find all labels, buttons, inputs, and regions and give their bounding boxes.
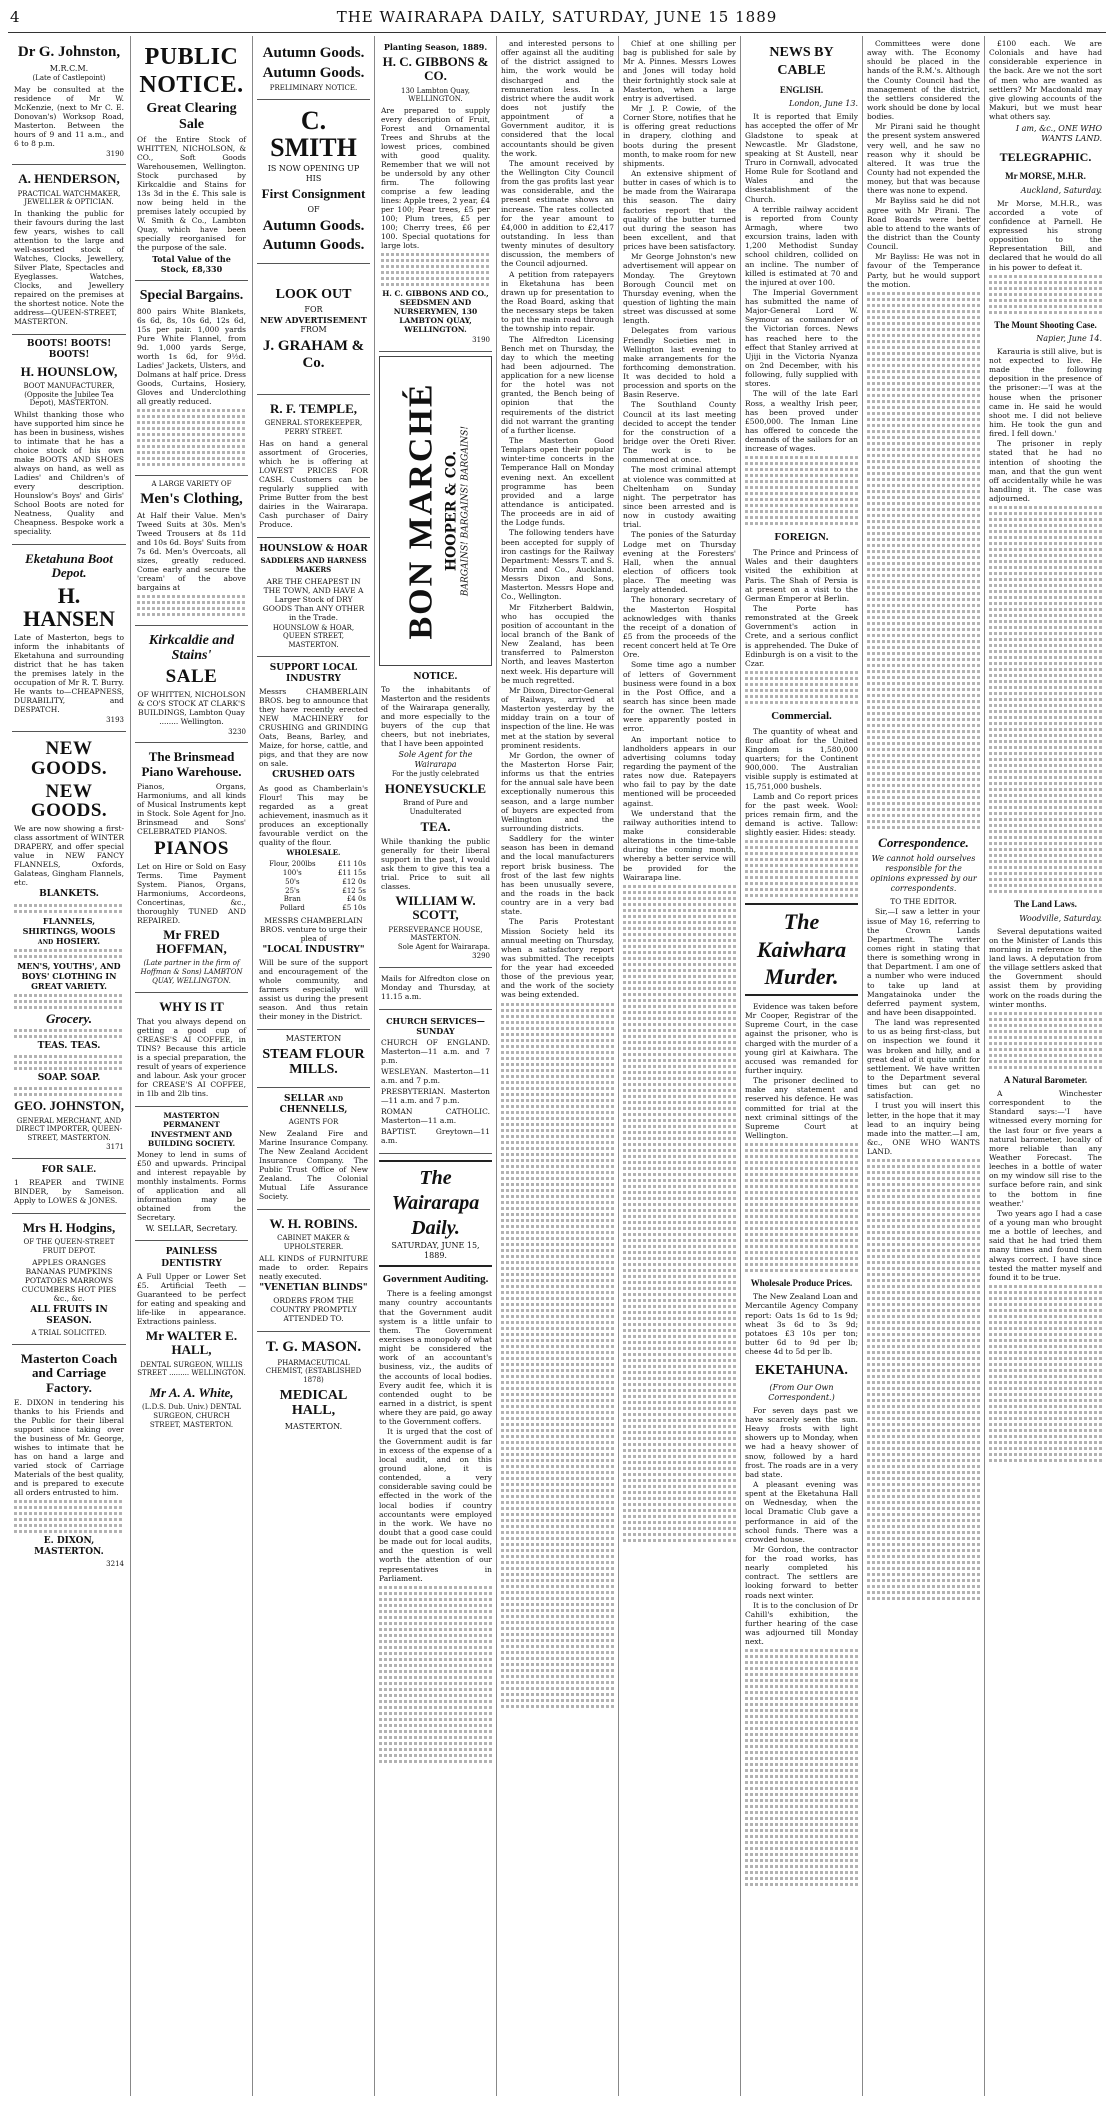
ad-piano-title: The Brinsmead Piano Warehouse. <box>141 749 242 779</box>
ad-goods-blankets: BLANKETS. <box>39 889 99 900</box>
ad-johnston-creds: M.R.C.M. <box>49 63 89 73</box>
ad-hansen-headline: Eketahuna Boot Depot. <box>25 551 113 581</box>
land-laws-heading: The Land Laws. <box>1014 899 1077 910</box>
dateline: London, June 13. <box>789 99 858 109</box>
ad-bonmarche-sub: HOOPER & CO. <box>442 450 459 571</box>
news-paragraph: The Imperial Government has submitted the name of Major-General Lord W. Seymour as commander of the Victorian forces. News has reached here to the effect that Stanley arrived at Ujiji in the Victoria Nyanza on 2nd December, with his following, fully supplied with stores. <box>745 287 858 389</box>
text-filler <box>14 1500 124 1533</box>
ad-local-industry <box>257 657 370 1030</box>
ad-mens-clothing <box>135 476 248 626</box>
ad-coach-num: 3214 <box>106 1560 124 1569</box>
column-6 <box>618 36 740 2096</box>
masthead-rule <box>8 32 1106 33</box>
ad-robins <box>257 1210 370 1332</box>
price-row: Pollard £5 10s <box>279 904 366 913</box>
news-paragraph: The following tenders have been accepted for supply of iron castings for the Railway Department: Messrs T. and S. Morrin and Co., Auckland. Messrs Dixon and Sons, Masterton. Messrs Hope and Co., Wellington. <box>501 528 614 602</box>
ad-tea-h2: Sole Agent for the Wairarapa <box>398 750 473 770</box>
ad-sellar-text: New Zealand Fire and Marine Insurance Company. The New Zealand Accident Insurance Company. The Public Trust Office of New Zealand. The Colonial Mutual Life Assurance Society. <box>259 1129 368 1202</box>
ad-kirkcaldie-title: Kirkcaldie and Stains' <box>148 632 235 664</box>
ad-temple-text: Has on hand a general assortment of Groceries, which he is offering at LOWEST PRICES FOR CASH. Customers can be regularly supplied with Prime Butter from the best dairies in the Wairarapa. Cash purchaser of Dairy Produce. <box>259 438 368 529</box>
news-paragraph: Committees were done away with. The Economy should be placed in the hands of the R.M.'s. Although the County Council had the management of the district, the settlers considered the work should be done by local bodies. <box>867 39 980 122</box>
ad-public-text: Of the Entire Stock of WHITTEN, NICHOLSON, & CO., Soft Goods Warehousemen, Wellington. Stock purchased by Kirkcaldie and Stains for 13s 3d in the £. This sale is now being held in the premises lately occupied by W. Smith & Co., Lambton Quay, which have been specially reorganised for the purpose of the sale. <box>137 135 246 253</box>
ad-lookout-for: FOR <box>304 305 323 315</box>
news-paragraph: Two years ago I had a case of a young man who brought me a bottle of leeches, and said that he had tried them many times and found them always correct. I have since tested the matter myself and found it to be true. <box>989 1208 1102 1282</box>
list-item: BAPTIST. Greytown—11 a.m. <box>381 1126 490 1145</box>
news-paragraph: £100 each. We are Colonials and have had considerable experience in the back. Are we not the sort of men who are wanted as settlers? Mr Macdonald may give glowing accounts of the Makuri, but we must hear what others say. <box>989 39 1102 122</box>
article-paragraph: There is a feeling amongst many country accountants that the Government audit system is a little unfair to them. The Government exercises a monopoly of what might be considered the work of an accountant's business, viz., the audits of the accounts of local bodies. Every audit fee, which it is contended ought to be earned in a district, is spent where they are paid, go away to the Government coffers. <box>379 1289 492 1427</box>
ad-clothing-pre: A LARGE VARIETY OF <box>151 479 232 488</box>
ad-coach-text: E. DIXON in tendering his thanks to his Friends and the Public for their liberal support since taking over the business of Mr. George, wishes to intimate that he has on hand a large and varied stock of Carriage Materials of the best quality, and is prepared to execute all orders entrusted to him. <box>14 1397 124 1497</box>
column-4 <box>374 36 496 2096</box>
ad-hoar-h2: SADDLERS AND HARNESS MAKERS <box>260 556 367 574</box>
news-paragraph: A petition from ratepayers in Eketahuna has been drawn up for presentation to the Road Board, asking that the necessary steps be taken to put the main road through the township into repair. <box>501 269 614 334</box>
list-item: PRESBYTERIAN. Masterton—11 a.m. and 7 p.m. <box>381 1086 490 1105</box>
ad-kirkcaldie-sale: SALE <box>165 665 218 687</box>
ad-tea <box>379 666 492 968</box>
news-paragraph: I trust you will insert this letter, in the hope that it may lead to an inquiry being made into the matter.—I am, &c., ONE WHO WANTS LAND. <box>867 1101 980 1157</box>
ad-piano-name: Mr FRED HOFFMAN, <box>156 926 227 957</box>
ad-public-h3: Great Clearing Sale <box>146 101 237 132</box>
text-filler <box>989 1285 1102 1462</box>
news-paragraph: For seven days past we have scarcely seen the sun. Heavy frosts with light showers up to Monday, when we had a heavy shower of snow, followed by a hard frost. The roads are in a very bad state. <box>745 1405 858 1479</box>
ad-sellar-sub: AGENTS FOR <box>288 1118 339 1127</box>
murder-banner: The Kaiwhara Murder. <box>745 903 858 996</box>
text-filler <box>137 595 246 616</box>
ad-gibbons <box>379 38 492 352</box>
ad-goods-flannels: FLANNELS, SHIRTINGS, WOOLS and HOSIERY. <box>22 915 116 946</box>
text-filler <box>14 949 124 958</box>
ad-johnston-name: Dr G. Johnston, <box>17 44 121 60</box>
text-filler <box>745 1143 858 1272</box>
ad-dentist-text: A Full Upper or Lower Set £5. Artificial Teeth — Guaranteed to be perfect for eating and speaking and life-like in appearance. Extractions painless. <box>137 1271 246 1326</box>
ad-bonmarche-line: BARGAINS! BARGAINS! BARGAINS! <box>459 425 470 596</box>
ad-gibbons-name: H. C. GIBBONS & CO. <box>382 54 489 84</box>
text-filler <box>14 1055 124 1070</box>
ad-dentist-title: PAINLESS DENTISTRY <box>161 1247 222 1269</box>
ad-hounslow-name: H. HOUNSLOW, <box>20 363 118 379</box>
ad-smith-h2: First Consignment <box>261 186 366 202</box>
ad-public-h2: NOTICE. <box>139 72 244 99</box>
ad-gibbons-text: Are prepared to supply every description of Fruit, Forest and Ornamental Trees and Shrubs at the lowest prices, combined with good quality. Remember that we will not be undersold by any other firm. The following comprise a few leading lines: Apple trees, 2 year, £4 per 100; Pear trees, £5 per 100; Plum trees, £5 per 100; Cherry trees, £6 per 100. Special quotations for large lots. <box>381 106 490 251</box>
news-paragraph: The Alfredton Licensing Bench met on Thursday, the day to which the meeting had been adjourned. The application for a new license for the hotel was not granted, the Bench being of opinion that the requirements of the district did not warrant the granting of a further license. <box>501 334 614 435</box>
dateline: Woodville, Saturday. <box>1019 913 1102 923</box>
ad-local-foot: MESSRS CHAMBERLAIN BROS. venture to urge their plea of <box>260 915 367 943</box>
ad-hansen-name: H. HANSEN <box>23 582 115 631</box>
ad-goods-johnston: GEO. JOHNSTON, <box>14 1098 124 1114</box>
ad-coffee-text: That you always depend on getting a good cup of CREASE'S AI COFFEE, in TINS? Because this article is a special preparation, the result of years of experience and labour. Ask your grocer for CREASE'S AI COFFEE, in 1lb and 2lb tins. <box>137 1016 246 1098</box>
ad-hodgins-trial: A TRIAL SOLICITED. <box>31 1329 107 1338</box>
ad-local-text3: Will be sure of the support and encouragement of the whole community, and farmers especially will assist us during the present season. And thus retain their money in the District. <box>259 958 368 1022</box>
ad-goods-h2: NEW GOODS. <box>30 780 108 822</box>
text-filler <box>14 904 124 913</box>
price-row: Bran £4 0s <box>283 895 366 904</box>
ad-goods-h1: NEW GOODS. <box>30 737 108 779</box>
price-row: Flour, 200lbs £11 10s <box>269 860 366 869</box>
news-paragraph: A terrible railway accident is reported from County Armagh, where two excursion trains, laden with 1,200 Methodist Sunday school children, collided on an incline. The number of killed is estimated at 70 and the injured at over 100. <box>745 204 858 287</box>
ad-gibbons-sub: 130 Lambton Quay, WELLINGTON. <box>401 86 470 104</box>
ad-temple-name: R. F. TEMPLE, <box>269 401 358 417</box>
ad-hodgins-sub: OF THE QUEEN-STREET FRUIT DEPOT. <box>23 1238 115 1256</box>
ad-mason-foot: MASTERTON. <box>284 1421 343 1431</box>
text-filler <box>623 885 736 1542</box>
ad-piano-pianos: PIANOS <box>154 837 229 859</box>
ad-robins-text2: ORDERS FROM THE COUNTRY PROMPTLY ATTENDED TO. <box>270 1296 357 1324</box>
ad-special-bargains <box>135 281 248 475</box>
ad-society-title: MASTERTON PERMANENT INVESTMENT AND BUILDING SOCIETY. <box>147 1110 236 1149</box>
ad-public-notice <box>135 38 248 281</box>
news-paragraph: The ponies of the Saturday Lodge met on Thursday evening at the Foresters' Hall, when the annual election of officers took place. The meeting was largely attended. <box>623 530 736 595</box>
ad-look-out <box>257 264 370 395</box>
column-9 <box>984 36 1106 2096</box>
ad-smith-name: C. SMITH <box>270 105 357 163</box>
news-paragraph: Mr Gordon, the contractor for the road works, has nearly completed his contract. The settlers are looking forward to better roads next winter. <box>745 1544 858 1600</box>
ad-smith-text: IS NOW OPENING UP HIS <box>267 164 360 184</box>
ad-robins-sub: CABINET MAKER & UPHOLSTERER. <box>277 1234 350 1252</box>
commercial-heading: Commercial. <box>771 710 832 723</box>
ad-tea-notice: NOTICE. <box>413 671 458 682</box>
ad-smith-h4: Autumn Goods. <box>262 217 365 234</box>
correspondence-sub: We cannot hold ourselves responsible for the opinions expressed by our correspondents. <box>870 854 977 894</box>
ad-dentist-name: Mr WALTER E. HALL, <box>145 1327 238 1358</box>
news-paragraph: The New Zealand Loan and Mercantile Agency Company report: Oats 1s 6d to 1s 9d; wheat 3s 6d to 3s 9d; potatoes £3 10s per ton; butter 6d to 9d per lb; cheese 4d to 5d per lb. <box>745 1292 858 1357</box>
news-paragraph: A pleasant evening was spent at the Eketahuna Hall on Wednesday, when the local Dramatic Club gave a performance in aid of the school funds. There was a crowded house. <box>745 1479 858 1544</box>
news-paragraph: and interested persons to offer against all the auditing of the district assigned to him, the work would be discharged and the remuneration less. In a district where the audit work does not justify the appointment of a Government auditor, it is considered that the local accountants should be given the work. <box>501 39 614 158</box>
ad-kirkcaldie-num: 3230 <box>228 727 246 736</box>
ad-hoar-foot: HOUNSLOW & HOAR, QUEEN STREET, MASTERTON. <box>272 623 355 650</box>
text-filler <box>745 671 858 704</box>
ad-goods-johnston-sub: GENERAL MERCHANT, AND DIRECT IMPORTER, QUEEN-STREET, MASTERTON. <box>15 1116 123 1143</box>
article-government-auditing <box>379 1273 492 1763</box>
news-paragraph: Evidence was taken before Mr Cooper, Registrar of the Supreme Court, in the case against the prisoner, who is charged with the murder of a young girl at Kaiwhara. The accused was remanded for further inquiry. <box>745 1001 858 1075</box>
ad-bonmarche-title: BON MARCHÉ <box>401 382 439 640</box>
foreign-heading: FOREIGN. <box>774 531 829 544</box>
ad-gibbons-sig: H. C. GIBBONS AND CO., SEEDSMEN AND NURSERYMEN, 130 LAMBTON QUAY, WELLINGTON. <box>382 289 489 335</box>
ad-mason-h2: MEDICAL HALL, <box>279 1387 348 1419</box>
ad-hodgins-items: APPLES ORANGES BANANAS PUMPKINS POTATOES MARROWS CUCUMBERS HOT PIES &c., &c. <box>21 1257 117 1303</box>
ad-coach <box>12 1345 126 1575</box>
masthead <box>0 0 1114 32</box>
news-paragraph: Sir,—I saw a letter in your issue of May 16, referring to the Crown Lands Department. The writer comes right in stating that there is something wrong in that Department. I am one of a number who were induced to take up land at Mangatainoka under the deferred payment system, and have been disappointed. <box>867 907 980 1017</box>
ad-hounslow-sub: BOOT MANUFACTURER, (Opposite the Jubilee Tea Depot), MASTERTON. <box>23 381 115 408</box>
ad-mill <box>257 1030 370 1088</box>
ad-hoar <box>257 538 370 657</box>
news-paragraph: An extensive shipment of butter in cases of which is to be made from the Wairarapa this season. The dairy factories report that the quality of the butter turned out during the season has been excellent, and that prices have been satisfactory. <box>623 168 736 252</box>
news-paragraph: Mr George Johnston's new advertisement will appear on Monday. The Greytown Borough Council met on Thursday evening, when the question of lighting the main street was discussed at some length. <box>623 252 736 326</box>
ad-bargains-text: 800 pairs White Blankets, 6s 6d, 8s, 10s 6d, 12s 6d, 15s per pair. 1,000 yards Pure White Flannel, from 9d. 1,000 yards Serge, worth 1s 6d, for 9½d. Ladies' Jackets, Ulsters, and Dolmans at half price. Dress Goods, Curtains, Hosiery, Gloves and Underclothing all greatly reduced. <box>137 306 246 406</box>
ad-church-title: CHURCH SERVICES—SUNDAY <box>386 1015 485 1036</box>
ad-hoar-title: HOUNSLOW & HOAR <box>259 543 368 554</box>
column-5 <box>496 36 618 2096</box>
news-paragraph: We understand that the railway authorities intend to make considerable alterations in the time-table during the coming month, whereby a better service will be provided for the Wairarapa line. <box>623 808 736 882</box>
telegraphic-heading: TELEGRAPHIC. <box>999 150 1092 165</box>
text-filler <box>867 292 980 829</box>
ad-mails <box>379 968 492 1010</box>
ad-autumn-1 <box>257 38 370 100</box>
ad-public-h1: PUBLIC <box>144 44 239 70</box>
news-paragraph: Some time ago a number of letters of Government business were found in a box in the Post Office, and a search has since been made for the owner. The letters were apparently posted in error. <box>623 660 736 734</box>
price-row: 25's £12 5s <box>285 886 366 895</box>
paper-title: The Wairarapa Daily. <box>391 1166 480 1239</box>
ad-hansen <box>12 545 126 732</box>
ad-hodgins-foot: ALL FRUITS IN SEASON. <box>30 1304 108 1327</box>
list-item: CHURCH OF ENGLAND. Masterton—11 a.m. and 7 p.m. <box>381 1037 490 1065</box>
list-item: ROMAN CATHOLIC. Masterton—11 a.m. <box>381 1106 490 1125</box>
ad-goods-teas: TEAS. TEAS. <box>37 1040 101 1051</box>
ad-hansen-text: Late of Masterton, begs to inform the inhabitants of Eketahuna and surrounding district that he has taken the premises lately in the occupation of Mr R. T. Burry. He wants to—CHEAPNESS, DURABILITY, and DESPATCH. <box>14 632 124 714</box>
article-heading: Government Auditing. <box>382 1272 489 1285</box>
ad-piano-sub: (Late partner in the firm of Hoffman & Sons) LAMBTON QUAY, WELLINGTON. <box>140 959 243 985</box>
ad-goods-grocery: Grocery. <box>45 1010 93 1026</box>
ad-local-text2: As good as Chamberlain's Flour! This may be regarded as a great achievement, inasmuch as it produces an exceptionally favourable verdict on the quality of the flour. <box>259 783 368 847</box>
dateline: Napier, June 14. <box>1036 333 1102 343</box>
ad-tea-text: To the inhabitants of Masterton and the residents of the Wairarapa generally, and more especially to the buyers of the cup that cheers, but not inebriates, that I have been appointed <box>381 685 490 749</box>
ad-henderson-text: In thanking the public for their favours during the last few years, wishes to call attention to the large and well-assorted stock of Watches, Clocks, Jewellery, Silver Plate, Spectacles and Eyeglasses. Watches, Clocks, and Jewellery repaired on the premises at the shortest notice. Note the address—QUEEN-STREET, MASTERTON. <box>14 209 124 327</box>
barometer-heading: A Natural Barometer. <box>1003 1074 1088 1085</box>
news-paragraph: Several deputations waited on the Minister of Lands this morning in reference to the land laws. A deputation from the village settlers asked that the Government should assist them by providing work on the roads during the winter months. <box>989 926 1102 1009</box>
ad-sellar <box>257 1088 370 1210</box>
text-filler <box>14 1087 124 1096</box>
news-paragraph: The honorary secretary of the Masterton Hospital acknowledges with thanks the receipt of a donation of £5 from the proceeds of the recent concert held at Te Ore Ore. <box>623 595 736 660</box>
ad-coffee-title: WHY IS IT <box>159 998 224 1014</box>
eketahuna-sub: (From Our Own Correspondent.) <box>768 1382 835 1402</box>
cable-english-heading: ENGLISH. <box>779 85 824 95</box>
ad-tea-sig: WILLIAM W. SCOTT, <box>395 892 476 923</box>
ad-hounslow <box>12 335 126 545</box>
ad-local-h3: "LOCAL INDUSTRY" <box>262 944 365 955</box>
ad-temple-sub: GENERAL STOREKEEPER, PERRY STREET. <box>264 419 363 437</box>
article-paragraph: It is urged that the cost of the Government audit is far in excess of the expense of a local audit, and on this ground alone, it is contended, a very considerable saving could be effected in the work of the local bodies if country accountants were employed in the work. We have no doubt that a good case could be made out for local audits, and the question is well worth the attention of our representatives in Parliament. <box>379 1427 492 1583</box>
text-filler <box>745 1649 858 1886</box>
text-filler <box>989 506 1102 893</box>
ad-clothing-text: At Half their Value. Men's Tweed Suits at 30s. Men's Tweed Trousers at 8s 11d and 10s 6d. Boys' Suits from 7s 6d. Men's Overcoats, all sizes, greatly reduced. Come early and secure the 'cream' of the above bargains at <box>137 510 246 592</box>
news-paragraph: Mr Gordon, the owner of the Masterton Horse Fair, informs us that the entries for the annual sale have been exceptionally numerous this season, and a large number of buyers are expected from Wellington and the surrounding districts. <box>501 750 614 833</box>
eketahuna-heading: EKETAHUNA. <box>755 1363 848 1379</box>
ad-autumn1-text: PRELIMINARY NOTICE. <box>269 84 358 92</box>
news-paragraph: The Porte has remonstrated at the Greek Government's action in Crete, and a serious conflict is apprehended. The Duke of Edinburgh is on a visit to the Czar. <box>745 604 858 668</box>
ad-henderson <box>12 165 126 335</box>
ad-hounslow-headline: BOOTS! BOOTS! BOOTS! <box>26 339 112 361</box>
correspondence-heading: Correspondence. <box>878 834 969 850</box>
ad-tea-foot: Sole Agent for Wairarapa. 3290 <box>397 943 490 960</box>
column-1 <box>8 36 130 2096</box>
news-paragraph: The Southland County Council at its last meeting decided to accept the tender for the construction of a bridge over the Oreti River. The work is to be commenced at once. <box>623 400 736 465</box>
ad-coach-title: Masterton Coach and Carriage Factory. <box>20 1351 118 1395</box>
ad-tea-text2: For the justly celebrated <box>391 770 480 779</box>
ad-tea-h3: HONEYSUCKLE <box>384 780 487 796</box>
ad-goods-soap: SOAP. SOAP. <box>37 1073 101 1084</box>
ad-piano <box>135 743 248 992</box>
ad-coach-sig: E. DIXON, MASTERTON. <box>34 1535 104 1558</box>
ad-bargains-title: Special Bargains. <box>139 288 244 304</box>
ad-mason-name: T. G. MASON. <box>265 1339 362 1356</box>
text-filler <box>989 275 1102 314</box>
ad-hansen-num: 3193 <box>106 715 124 724</box>
ad-goods-num: 3171 <box>106 1142 124 1151</box>
ad-church <box>379 1010 492 1154</box>
ad-dentist-sub2: (L.D.S. Dub. Univ.) DENTAL SURGEON, CHURCH STREET, MASTERTON. <box>141 1403 242 1429</box>
ad-new-goods <box>12 732 126 1159</box>
price-row: 100's £11 15s <box>282 869 366 878</box>
ad-local-text: Messrs CHAMBERLAIN BROS. beg to announce that they have recently erected NEW MACHINERY for CRUSHING and GRINDING Oats, Beans, Barley, and Maize, for horse, cattle, and pigs, and that they are now on sale. <box>259 687 368 769</box>
ad-piano-text2: Let on Hire or Sold on Easy Terms. Time Payment System. Pianos, Organs, Harmoniums, Accordeons, Concertinas, &c., thoroughly TUNED AND REPAIRED. <box>137 861 246 925</box>
telegraphic-sub: Mr MORSE, M.H.R. <box>1005 171 1086 182</box>
price-row: 50's £12 0s <box>285 877 366 886</box>
ad-robins-h2: "VENETIAN BLINDS" <box>259 1282 368 1293</box>
to-the-editor: TO THE EDITOR. <box>890 897 957 907</box>
ad-smith-of: OF <box>307 204 320 214</box>
text-filler <box>14 994 124 1009</box>
cable-news-heading: NEWS BY CABLE <box>769 45 834 78</box>
news-paragraph: The will of the late Earl Ross, a wealthy Irish peer, has been proved under £500,000. The Inman Line has offered to concede the demands of the sailors for an increase of wages. <box>745 389 858 454</box>
ad-henderson-name: A. HENDERSON, <box>18 171 120 187</box>
paper-title-block <box>379 1160 492 1267</box>
news-paragraph: Mr J. P. Cowie, of the Corner Store, notifies that he is offering great reductions in drapery, clothing and boots during the present month, to make room for new shipments. <box>623 103 736 168</box>
text-filler <box>379 1586 492 1763</box>
ad-mails-text: Mails for Alfredton close on Monday and Thursday, at 11.15 a.m. <box>381 973 490 1001</box>
column-2 <box>130 36 252 2096</box>
price-table <box>259 860 368 913</box>
ad-goods-clothing: MEN'S, YOUTHS', AND BOYS' CLOTHING IN GREAT VARIETY. <box>17 960 121 991</box>
text-filler <box>501 1003 614 1708</box>
ad-robins-name: W. H. ROBINS. <box>269 1216 358 1232</box>
ad-mason-sub: PHARMACEUTICAL CHEMIST, (ESTABLISHED 1878) <box>265 1358 362 1385</box>
ad-temple <box>257 395 370 538</box>
ad-johnston <box>12 38 126 165</box>
ad-piano-text: Pianos, Organs, Harmoniums, and all kinds of Musical Instruments kept in Stock. Sole Agent for Jno. Brinsmead and Sons' CELEBRATED PIANOS. <box>137 781 246 836</box>
ad-for-sale <box>12 1159 126 1214</box>
news-paragraph: It is reported that Emily has accepted the offer of Mr Gladstone to speak at Newcastle. Mr Gladstone, speaking at St Austell, near Truro in Cornwall, advocated Home Rule for Scotland and Wales and the disestablishment of the Church. <box>745 112 858 204</box>
ad-hounslow-text: Whilst thanking those who have supported him since he has been in business, wishes to intimate that he has a choice stock of his own make BOOTS AND SHOES always on hand, as well as Ladies' and Children's of every description. Hounslow's Boys' and Girls' School Boots are noted for Neatness, Quality and Cheapness. Bespoke work a speciality. <box>14 410 124 537</box>
news-paragraph: Saddlery for the winter season has been in demand and the local manufacturers report brisk business. The frost of the last few nights has been unusually severe, and the roads in the back country are in a very bad state. <box>501 834 614 917</box>
ad-autumn1-h1: Autumn Goods. <box>262 45 365 61</box>
news-paragraph: Lamb and Co report prices for the past week. Wool: prices remain firm, and the demand is active. Tallow: slightly easier. Hides: steady. <box>745 791 858 838</box>
page-number: 4 <box>10 8 21 26</box>
ad-lookout-h5: J. GRAHAM & Co. <box>262 338 365 371</box>
news-paragraph: The quantity of wheat and flour afloat for the United Kingdom is 1,580,000 quarters; for the Continent 900,000. The Australian visible supply is estimated at 15,751,000 bushels. <box>745 726 858 791</box>
ad-henderson-sub: PRACTICAL WATCHMAKER, JEWELLER & OPTICIAN. <box>17 189 121 207</box>
ad-gibbons-top: Planting Season, 1889. <box>383 42 488 52</box>
news-paragraph: The prisoner in reply stated that he had no intention of shooting the man, and that the gun went off accidentally while he was handling it. The case was adjourned. <box>989 439 1102 504</box>
ad-mill-h1: MASTERTON <box>285 1034 342 1044</box>
ad-sellar-name: SELLAR and CHENNELLS, <box>279 1093 348 1116</box>
ad-society-text: Money to lend in sums of £50 and upwards. Principal and interest repayable by monthly instalments. Forms of application and all information may be obtained from the Secretary. <box>137 1150 246 1223</box>
ad-lookout-from: FROM <box>300 325 327 335</box>
news-paragraph: The Prince and Princess of Wales and their daughters visited the exhibition at Paris. The Shah of Persia is at present on a visit to the German Emperor at Berlin. <box>745 548 858 603</box>
ad-tea-sub: PERSEVERANCE HOUSE, MASTERTON. <box>388 925 483 943</box>
text-filler <box>745 456 858 525</box>
ad-hodgins-name: Mrs H. Hodgins, <box>22 1219 116 1235</box>
ad-hodgins <box>12 1214 126 1345</box>
letter-signature: I am, &c., ONE WHO WANTS LAND. <box>1015 124 1102 144</box>
ad-smith <box>257 100 370 264</box>
text-filler <box>745 840 858 897</box>
ad-smith-h5: Autumn Goods. <box>262 237 365 254</box>
masthead-title: THE WAIRARAPA DAILY, SATURDAY, JUNE 15 1889 <box>336 8 778 26</box>
ad-johnston-text: May be consulted at the residence of Mr W. McKenzie, (next to Mr C. E. Donovan's) Worksop Road, Masterton. Between the hours of 9 and 11 a.m., and 6 to 8 p.m. <box>14 84 124 148</box>
ad-local-h2: CRUSHED OATS <box>272 770 355 781</box>
column-8 <box>862 36 984 2096</box>
ad-mason <box>257 1332 370 1438</box>
ad-lookout-h1: LOOK OUT <box>275 286 352 302</box>
ad-gibbons-num: 3190 <box>472 336 490 345</box>
shooting-case-heading: The Mount Shooting Case. <box>994 319 1097 330</box>
ad-bon-marche <box>379 356 492 666</box>
news-paragraph: Mr Fitzherbert Baldwin, who has occupied the position of accountant in the local branch of the Bank of New Zealand, has been transferred to Palmerston North, and leaves Masterton next week. His departure will be much regretted. <box>501 602 614 685</box>
ad-local-prices-title: WHOLESALE. <box>286 847 341 857</box>
paper-date: SATURDAY, JUNE 15, 1889. <box>391 1240 480 1260</box>
column-7 <box>740 36 862 2096</box>
ad-dentist-sub: DENTAL SURGEON, WILLIS STREET ......... WELLINGTON. <box>137 1360 246 1378</box>
ad-tea-text3: While thanking the public generally for their liberal support in the past, I would ask them to give this tea a trial. Price to suit all classes. <box>381 836 490 891</box>
ad-hoar-text: ARE THE CHEAPEST IN THE TOWN, AND HAVE A Larger Stock of DRY GOODS Than ANY OTHER in the Trade. <box>262 576 365 622</box>
news-paragraph: The Masterton Good Templars open their popular winter-time concerts in the Temperance Hall on Monday evening next. An excellent programme has been provided and a large attendance is anticipated. The proceeds are in aid of the Lodge funds. <box>501 436 614 528</box>
ad-tea-h4: Brand of Pure and Unadulterated <box>402 799 468 816</box>
text-filler <box>989 1012 1102 1069</box>
ad-kirkcaldie-text: OF WHITTEN, NICHOLSON & CO'S STOCK AT CLARK'S BUILDINGS, Lambton Quay ........ Wellington. <box>137 689 246 726</box>
ad-kirkcaldie <box>135 626 248 743</box>
ad-autumn1-h2: Autumn Goods. <box>262 64 365 81</box>
ad-robins-text: ALL KINDS of FURNITURE made to order. Repairs neatly executed. <box>259 1253 368 1281</box>
ad-sale-text: 1 REAPER and TWINE BINDER, by Sameison. Apply to LOWES & JONES. <box>14 1177 124 1205</box>
ad-clothing-title: Men's Clothing, <box>140 491 243 508</box>
news-paragraph: The land was represented to us as being first-class, but on inspection we found it was broken and hilly, and a great deal of it quite unfit for settlement. We have written to the Department several times but can get no satisfaction. <box>867 1018 980 1101</box>
news-paragraph: Karauria is still alive, but is not expected to live. He made the following deposition in the presence of the prisoner:—'I was at the house when the prisoner came in. He said he would shoot me. I did not believe him. He took the gun and fired. I fell down.' <box>989 346 1102 439</box>
produce-heading: Wholesale Produce Prices. <box>750 1278 853 1289</box>
ad-mill-h2: STEAM FLOUR MILLS. <box>262 1047 365 1078</box>
news-paragraph: The most criminal attempt at violence was committed at Cheltenham on Sunday night. The perpetrator has since been arrested and is now in custody awaiting trial. <box>623 465 736 530</box>
news-paragraph: Mr Bayliss: He was not in favour of the Temperance Party, but he would support the motion. <box>867 252 980 289</box>
news-paragraph: A Winchester correspondent to the Standard says:—'I have witnessed every morning for the last four or five years a natural barometer, locally of more reliable than any Weather Forecast. The leeches in a bottle of water on my window sill rise to the surface before rain, and sink to the bottom in fine weather.' <box>989 1089 1102 1208</box>
text-filler <box>14 1029 124 1038</box>
news-paragraph: Delegates from various Friendly Societies met in Wellington last evening to make arrangements for the forthcoming demonstration. It was decided to hold a procession and sports on the Basin Reserve. <box>623 326 736 400</box>
news-paragraph: The Paris Protestant Mission Society held its annual meeting on Thursday, when a satisfactory report was submitted. The receipts for the year had exceeded those of the previous year, and the work of the society was being extended. <box>501 917 614 1000</box>
dateline: Auckland, Saturday. <box>1020 185 1102 195</box>
ad-local-title: SUPPORT LOCAL INDUSTRY <box>269 662 358 685</box>
news-paragraph: Mr Pirani said he thought the present system answered very well, and he saw no reason why it should be altered. It was true the County had not expended the money, but that was because there was none to expend. <box>867 122 980 196</box>
column-3 <box>252 36 374 2096</box>
news-paragraph: Mr Bayliss said he did not agree with Mr Pirani. The Road Boards were better able to attend to the wants of the district than the County Council. <box>867 196 980 252</box>
ad-coffee <box>135 993 248 1107</box>
news-paragraph: The prisoner declined to make any statement and reserved his defence. He was committed for trial at the next criminal sittings of the Supreme Court at Wellington. <box>745 1076 858 1140</box>
news-paragraph: It is to the conclusion of Dr Cahill's exhibition, the further hearing of the case was adjourned till Monday next. <box>745 1600 858 1647</box>
ad-lookout-h3: NEW ADVERTISEMENT <box>260 315 367 326</box>
ad-public-value: Total Value of the Stock, £8,330 <box>152 254 231 275</box>
news-paragraph: Mr Dixon, Director-General of Railways, arrived at Masterton yesterday by the midday train on a tour of inspection of the line. He was met at the station by several prominent residents. <box>501 685 614 750</box>
list-item: WESLEYAN. Masterton—11 a.m. and 7 p.m. <box>381 1066 490 1085</box>
news-paragraph: Mr Morse, M.H.R., was accorded a vote of confidence at Parnell. He expressed his strong opposition to the Representation Bill, and declared that he would do all in his power to defeat it. <box>989 198 1102 272</box>
ad-goods-text: We are now showing a first-class assortment of WINTER DRAPERY, and offer special value in NEW FANCY FLANNELS, Oxfords, Galateas, Gingham Flannels, etc. <box>14 824 124 888</box>
ad-johnston-sub: (Late of Castlepoint) <box>32 73 106 82</box>
ad-tea-h5: TEA. <box>420 818 451 834</box>
news-paragraph: Chief at one shilling per bag is published for sale by Mr A. Pinnes. Messrs Lowes and Jones will today hold their fortnightly stock sale at Masterton, when a large entry is advertised. <box>623 39 736 103</box>
ad-society <box>135 1107 248 1242</box>
text-filler <box>137 409 246 466</box>
ad-dentist-name2: Mr A. A. White, <box>149 1385 234 1401</box>
news-paragraph: An important notice to landholders appears in our advertising columns today regarding the payment of the rates now due. Ratepayers who fail to pay by the date mentioned will be proceeded against. <box>623 734 736 808</box>
text-filler <box>867 1159 980 1600</box>
ad-society-sig: W. SELLAR, Secretary. <box>145 1224 238 1234</box>
ad-johnston-num: 3190 <box>106 149 124 158</box>
text-filler <box>381 253 490 286</box>
news-paragraph: The amount received by the Wellington City Council from the gas profits last year was considerable, and the present estimate shows an increase. The rates collected for the year amount to £4,000 in addition to £2,417 outstanding. In less than twenty minutes of desultory discussion, the members of the Council adjourned. <box>501 158 614 269</box>
ad-dentist <box>135 1241 248 1435</box>
ad-sale-title: FOR SALE. <box>41 1164 97 1175</box>
